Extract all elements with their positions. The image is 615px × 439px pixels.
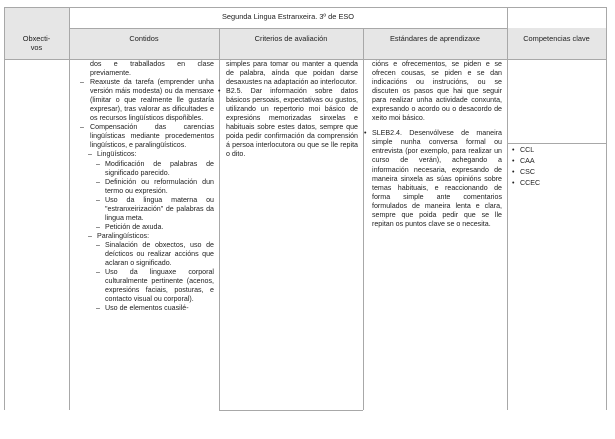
header-obxectivos bbox=[4, 34, 69, 52]
estandares-cell bbox=[372, 60, 502, 229]
column-divider-1 bbox=[69, 7, 70, 410]
header-contidos: Contidos bbox=[129, 34, 159, 43]
competencia-item: • CAA bbox=[512, 157, 602, 166]
estandares-sleb2-4: • SLEB2.4. Desenvólvese de maneira simple nunha conversa formal ou entrevista (por exemplo, para realizar un curso de verán), achegando a información necesaria, expresando de maneira sinxela as súas opinións sobre temas habituais, e reaccionando de forma simple ante comentarios formulados de maneira lenta e clara, sempre que poida pedir que se lle repitan os puntos clave se o necesita. bbox=[364, 129, 502, 229]
contidos-intro: dos e traballados en clase previamente. bbox=[90, 60, 214, 78]
competencias-row-divider bbox=[507, 143, 607, 144]
contidos-paralinguisticos-item: – Uso da linguaxe corporal culturalmente pertinente (acenos, expresións faciais, posturas, e contacto visual ou corporal). bbox=[80, 268, 214, 304]
contidos-linguisticos-item: – Definición ou reformulación dun termo ou expresión. bbox=[80, 178, 214, 196]
contidos-linguisticos-item: – Modificación de palabras de significado parecido. bbox=[80, 160, 214, 178]
contidos-paralinguisticos-label: – Paralingüísticos: bbox=[80, 232, 214, 241]
header-estandares: Estándares de aprendizaxe bbox=[390, 34, 480, 43]
contidos-item-reaxuste: – Reaxuste da tarefa (emprender unha versión máis modesta) ou da mensaxe (limitar o que realmente lle gustaría expresar), tras valorar as dificultades e os recursos lingüísticos dispoñibles. bbox=[80, 78, 214, 123]
header-obxectivos-text: Obxecti- vos bbox=[22, 34, 51, 52]
column-divider-2 bbox=[219, 28, 220, 410]
header-criterios: Criterios de avaliación bbox=[254, 34, 328, 43]
table-border-right bbox=[606, 7, 607, 410]
estandares-paragraph-1: cións e ofrecementos, se piden e se ofrecen cousas, se piden e se dan indicacións ou instrucións, ou se discuten os pasos que hai que seguir para realizar unha actividade conxunta, expresando o acordo ou o desacordo de xeito moi básico. bbox=[372, 60, 502, 123]
contidos-item-compensacion: – Compensación das carencias lingüísticas mediante procedementos lingüísticos, e paralingüísticos. bbox=[80, 123, 214, 150]
table-border-top bbox=[4, 7, 607, 8]
contidos-cell bbox=[90, 60, 214, 313]
header-row-background bbox=[4, 28, 607, 59]
title-row-divider bbox=[69, 28, 507, 29]
contidos-linguisticos-item: – Petición de axuda. bbox=[80, 223, 214, 232]
criterios-row-divider bbox=[219, 410, 363, 411]
criterios-cell bbox=[226, 60, 358, 160]
table-title: Segunda Lingua Estranxeira. 3º de ESO bbox=[221, 12, 355, 21]
header-competencias: Competencias clave bbox=[523, 34, 590, 43]
contidos-linguisticos-label: – Lingüísticos: bbox=[80, 150, 214, 159]
competencia-item: • CCEC bbox=[512, 179, 602, 188]
contidos-paralinguisticos-item: – Sinalación de obxectos, uso de deícticos ou realizar accións que aclaran o significado. bbox=[80, 241, 214, 268]
column-divider-4 bbox=[507, 7, 508, 410]
competencia-item: • CCL bbox=[512, 146, 602, 155]
competencias-cell bbox=[512, 146, 602, 188]
title-row-background bbox=[4, 7, 69, 28]
contidos-paralinguisticos-item: – Uso de elementos cuasilé- bbox=[80, 304, 214, 313]
contidos-linguisticos-item: – Uso da lingua materna ou "estranxeirización" de palabras da lingua meta. bbox=[80, 196, 214, 223]
criterios-b2-5: • B2.5. Dar información sobre datos básicos persoais, expectativas ou gustos, utilizando un repertorio moi básico de expresións memorizadas sinxelas e habituais sobre estes datos, sempre que poida pedir confirmación da comprensión á persoa interlocutora ou que se lle repita o dito. bbox=[218, 87, 358, 159]
table-border-left bbox=[4, 7, 5, 410]
competencia-item: • CSC bbox=[512, 168, 602, 177]
criterios-paragraph-1: simples para tomar ou manter a quenda de palabra, aínda que poidan darse desaxustes na adaptación ao interlocutor. bbox=[226, 60, 358, 87]
